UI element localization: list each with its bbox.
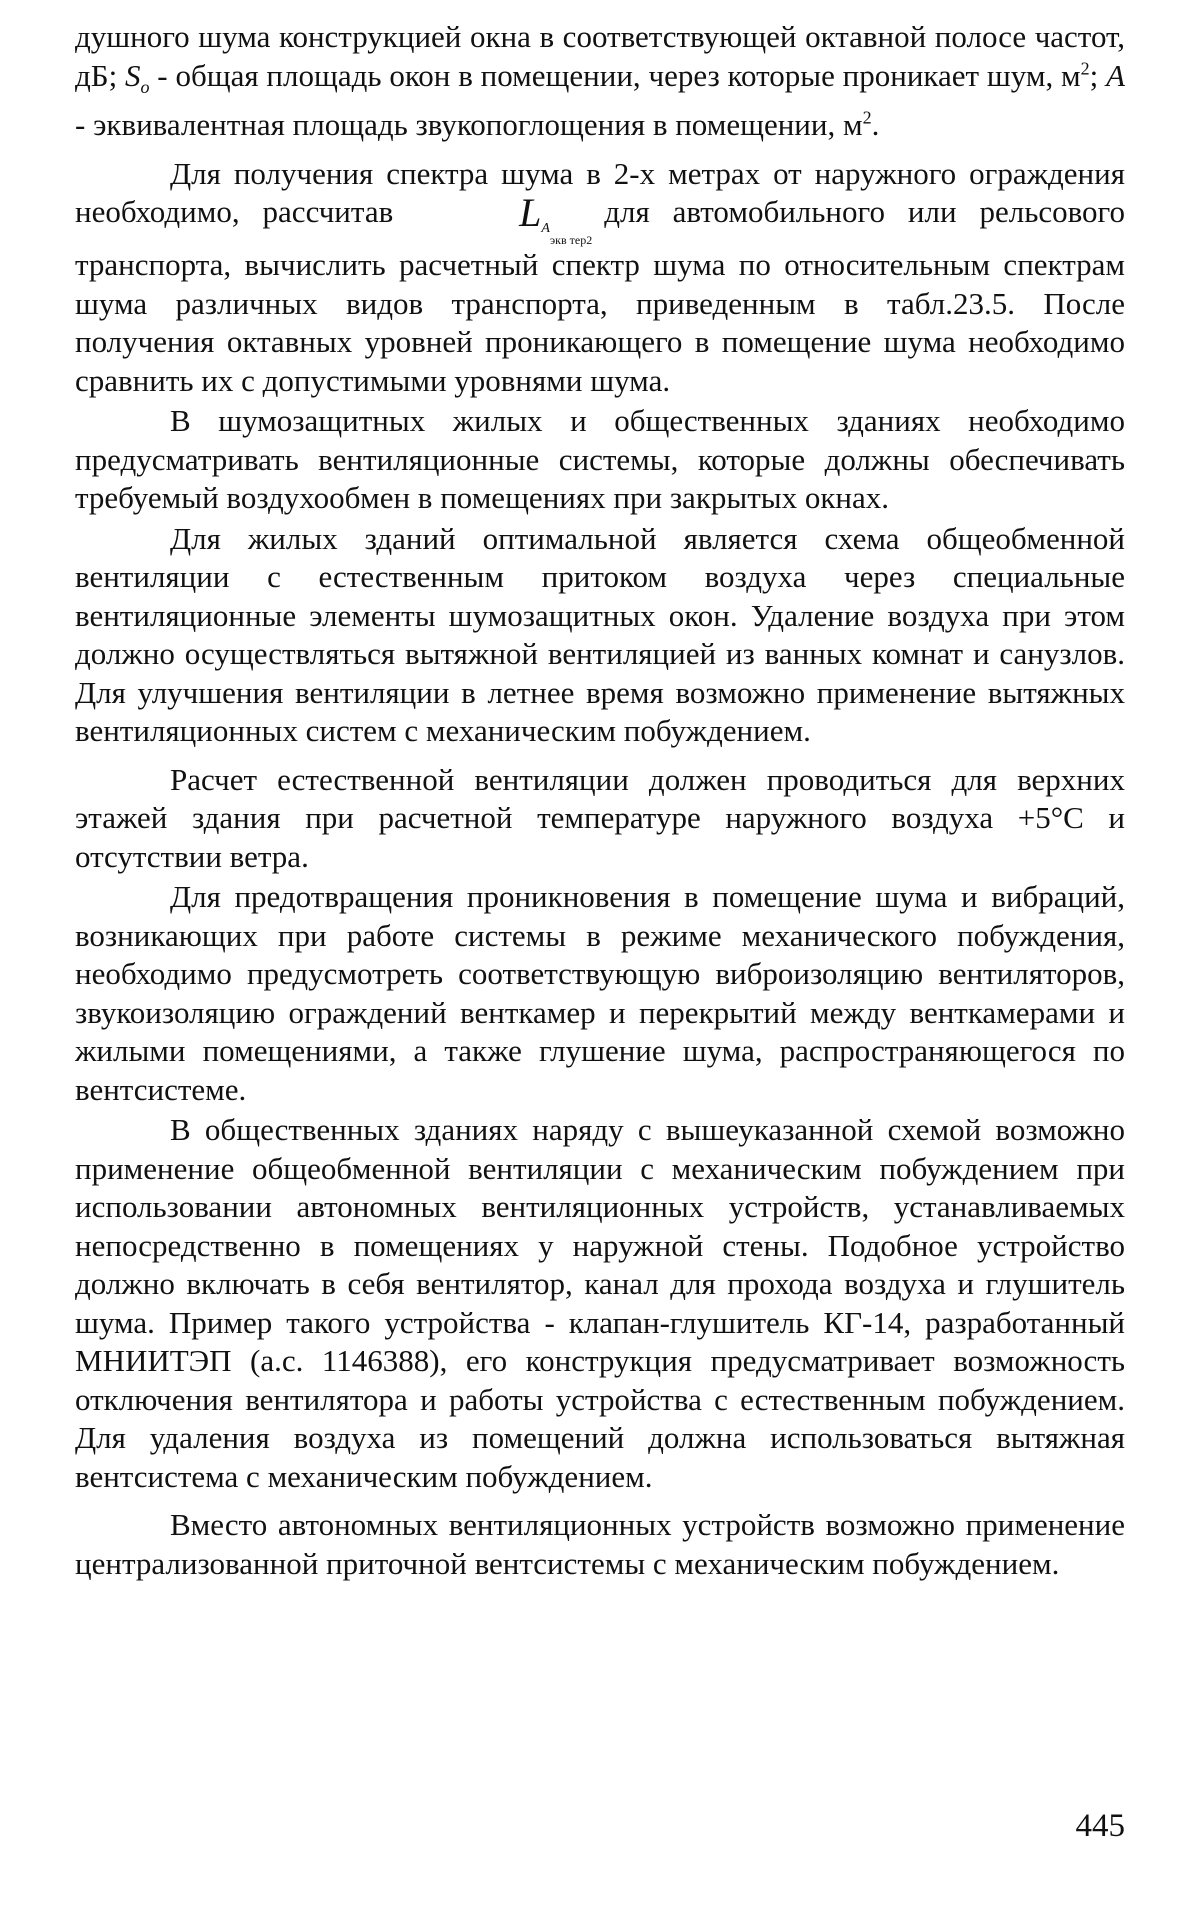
paragraph-centralized: Вместо автономных вентиляционных устройств возможно применение централизованной приточной вентсистемы с механическим побуждением. <box>75 1507 1125 1581</box>
paragraph-ventilation-systems: В шумозащитных жилых и общественных зданиях необходимо предусматривать вентиляционные системы, которые должны обеспечивать требуемый воздухообмен в помещениях при закрытых окнах. <box>75 403 1125 516</box>
text-span: ; <box>1089 57 1107 93</box>
text-span: - общая площадь окон в помещении, через которые проникает шум, м <box>149 57 1081 93</box>
paragraph-vibration: Для предотвращения проникновения в помещение шума и вибраций, возникающих при работе системы в режиме механического побуждения, необходимо предусмотреть соответствующую виброизоляцию вентиляторов, звукоизоляцию ограждений венткамер и перекрытий между венткамерами и жилыми помещениями, а также глушение шума, распространяющегося по вентсистеме. <box>75 879 1125 1107</box>
paragraph-public-buildings: В общественных зданиях наряду с вышеуказанной схемой возможно применение общеобменной вентиляции с механическим побуждением при использовании автономных вентиляционных устройств, устанавливаемых непосредственно в помещениях у наружной стены. Подобное устройство должно включать в себя вентилятор, канал для прохода воздуха и глушитель шума. Пример такого устройства - клапан-глушитель КГ-14, разработанный МНИИТЭП (а.с. 1146388), его конструкция предусматривает возможность отключения вентилятора и работы устройства с естественным побуждением. Для удаления воздуха из помещений должна использоваться вытяжная вентсистема с механическим побуждением. <box>75 1112 1125 1494</box>
formula-symbol-l: L <box>519 190 542 236</box>
superscript: 2 <box>862 107 872 128</box>
paragraph-residential: Для жилых зданий оптимальной является схема общеобменной вентиляции с естественным притоком воздуха через специальные вентиляционные элементы шумозащитных окон. Удаление воздуха при этом должно осуществляться вытяжной вентиляцией из ванных комнат и санузлов. Для улучшения вентиляции в летнее время возможно применение вытяжных вентиляционных систем с механическим побуждением. <box>75 520 1125 749</box>
symbol-s-subscript: o <box>140 76 150 97</box>
text-span: душного шума конструкцией окна в соответствующей октавной полосе частот, дБ; <box>75 19 1125 93</box>
symbol-s: S <box>125 57 141 93</box>
symbol-s0 <box>125 57 150 97</box>
text-span: Для получения спектра шума в 2-х метрах от наружного ограждения необходимо, рассчитав <box>75 155 1125 230</box>
paragraph-natural-ventilation: Расчет естественной вентиляции должен проводиться для верхних этажей здания при расчетной температуре наружного воздуха +5°С и отсутствии ветра. <box>75 761 1125 874</box>
symbol-a: A <box>1106 57 1125 93</box>
formula-subscript-ekv: экв тер2 <box>549 233 593 248</box>
paragraph-continuation <box>75 18 1125 145</box>
page-number: 445 <box>1075 1808 1125 1844</box>
text-span: . <box>871 107 880 143</box>
text-span: - эквивалентная площадь звукопоглощения в помещении, м <box>75 107 863 143</box>
formula-subscript-a: A <box>541 221 550 237</box>
formula-l-a-ekv <box>424 190 593 248</box>
superscript: 2 <box>1080 58 1090 79</box>
paragraph-spectrum <box>75 155 1125 401</box>
text-span: для автомобильного или рельсового транспорта, вычислить расчетный спектр шума по относительным спектрам шума различных видов транспорта, приведенным в табл.23.5. После получения октавных уровней проникающего в помещение шума необходимо сравнить их с допустимыми уровнями шума. <box>75 194 1125 398</box>
page-body <box>75 18 1125 1583</box>
